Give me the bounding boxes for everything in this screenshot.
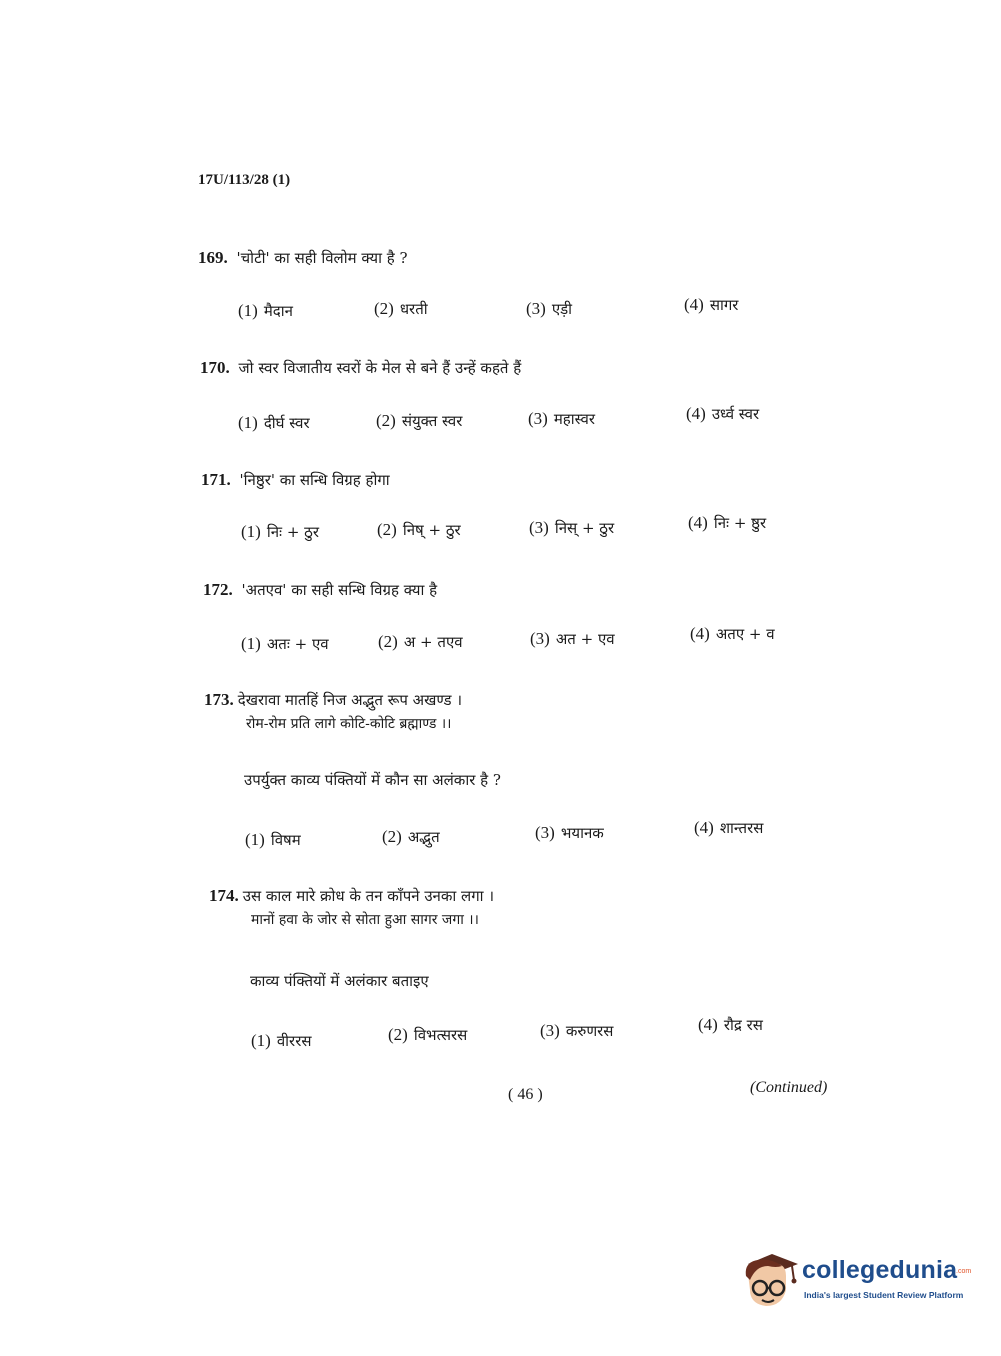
option-171-3: (3) निस् + ठुर [529, 518, 615, 537]
question-number: 169. [198, 248, 228, 267]
brand-name: collegedunia [802, 1256, 958, 1284]
question-170 [200, 355, 521, 381]
option-169-1: (1) मैदान [238, 301, 293, 320]
verse [204, 688, 462, 736]
option-173-3: (3) भयानक [535, 823, 604, 842]
paper-code: 17U/113/28 (1) [198, 172, 291, 188]
option-170-1: (1) दीर्घ स्वर [238, 413, 310, 432]
continued-note: (Continued) [750, 1079, 828, 1096]
option-169-3: (3) एड़ी [526, 299, 573, 318]
question-169 [198, 245, 408, 271]
option-173-1: (1) विषम [245, 830, 301, 849]
option-171-1: (1) निः + ठुर [241, 522, 320, 541]
option-172-3: (3) अत + एव [530, 629, 615, 648]
collegedunia-watermark [742, 1250, 972, 1314]
verse-line: उस काल मारे क्रोध के तन काँपने उनका लगा । [242, 887, 494, 905]
question-174-prompt: काव्य पंक्तियों में अलंकार बताइए [250, 972, 429, 990]
brand-tagline: India's largest Student Review Platform [804, 1290, 964, 1300]
option-174-3: (3) करुणरस [540, 1021, 614, 1040]
option-174-1: (1) वीररस [251, 1031, 312, 1050]
option-172-1: (1) अतः + एव [241, 634, 329, 653]
option-170-4: (4) उर्ध्व स्वर [686, 404, 760, 423]
option-170-2: (2) संयुक्त स्वर [376, 411, 463, 430]
option-173-4: (4) शान्तरस [694, 818, 764, 837]
option-171-2: (2) निष् + ठुर [377, 520, 461, 539]
option-172-4: (4) अतए + व [690, 624, 775, 643]
question-stem: 'चोटी' का सही विलोम क्या है ? [236, 249, 408, 267]
question-number: 172. [203, 580, 233, 599]
verse-line: देखरावा मातहिं निज अद्भुत रूप अखण्ड । [237, 691, 463, 709]
verse-line: रोम-रोम प्रति लागे कोटि-कोटि ब्रह्माण्ड ।। [246, 716, 452, 732]
verse-line: मानों हवा के जोर से सोता हुआ सागर जगा ।। [251, 912, 479, 928]
brand-domain: .com [956, 1268, 972, 1275]
question-172 [203, 577, 437, 603]
option-171-4: (4) निः + ष्ठुर [688, 513, 767, 532]
option-172-2: (2) अ + तएव [378, 632, 463, 651]
page-number: ( 46 ) [508, 1086, 543, 1103]
verse [209, 884, 494, 932]
option-170-3: (3) महास्वर [528, 409, 595, 428]
question-stem: 'निष्ठुर' का सन्धि विग्रह होगा [239, 471, 390, 489]
question-number: 171. [201, 470, 231, 489]
question-number: 174. [209, 886, 239, 905]
question-number: 173. [204, 690, 234, 709]
option-174-2: (2) विभत्सरस [388, 1025, 468, 1044]
question-number: 170. [200, 358, 230, 377]
option-169-4: (4) सागर [684, 295, 739, 314]
mascot-icon [742, 1250, 800, 1312]
option-173-2: (2) अद्भुत [382, 827, 440, 846]
question-173 [204, 688, 462, 736]
question-171 [201, 467, 390, 493]
question-stem: जो स्वर विजातीय स्वरों के मेल से बने हैं उन्हें कहते हैं [238, 359, 522, 377]
question-stem: 'अतएव' का सही सन्धि विग्रह क्या है [241, 581, 438, 599]
option-174-4: (4) रौद्र रस [698, 1015, 763, 1034]
question-173-prompt: उपर्युक्त काव्य पंक्तियों में कौन सा अलंकार है ? [244, 771, 501, 789]
question-174 [209, 884, 494, 932]
option-169-2: (2) धरती [374, 299, 428, 318]
